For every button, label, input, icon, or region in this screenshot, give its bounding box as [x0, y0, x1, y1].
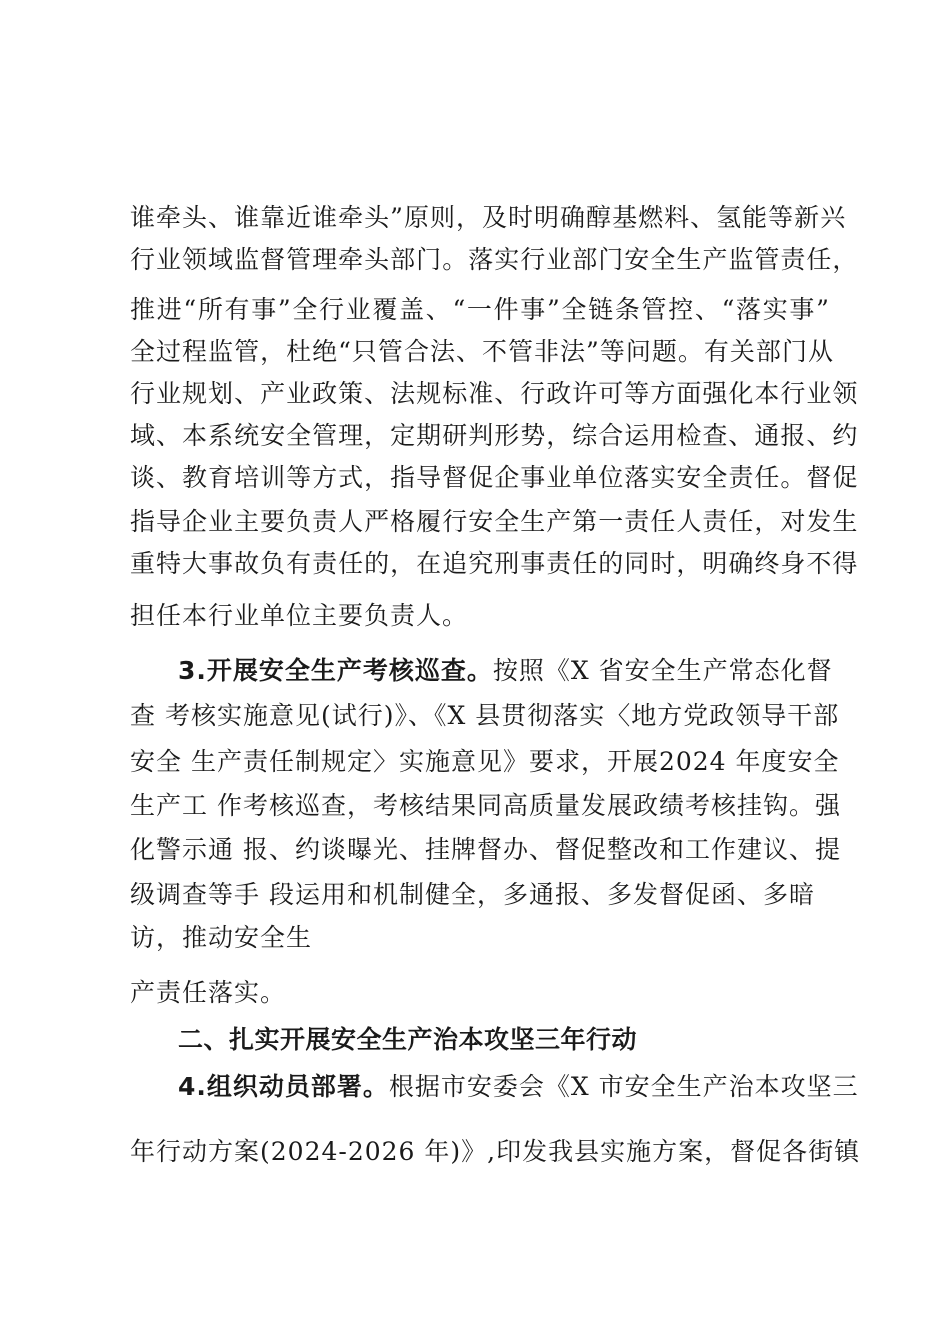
paragraph-line: 域 、 本 系 统 安 全 管 理 ， 定 期 研 判 形 势 ， 综 合 运 用 检 查 、 通 报 、 约 — [130, 421, 859, 450]
paragraph-line: 化警示通 报、约谈曝光、挂牌督办、督促整改和工作建议、提 — [130, 835, 841, 864]
paragraph-line: 查 考核实施意见(试行)》、《X 县贯彻落实〈地方党政领导干部 — [130, 701, 840, 730]
item-lead: 4.组织动员部署。 — [178, 1072, 389, 1101]
paragraph-line: 谈 、 教 育 培 训 等 方 式 ， 指 导 督 促 企 事 业 单 位 落 实 安 全 责 任 。 督 促 — [130, 463, 859, 492]
paragraph-line: 产责任落实。 — [130, 978, 287, 1007]
paragraph-first-line — [178, 1072, 859, 1102]
paragraph-line: 安全 生产责任制规定〉实施意见》要求，开展2024 年度安全 — [130, 747, 840, 776]
paragraph-line: 级调查等手 段运用和机制健全，多通报、多发督促函、多暗 — [130, 880, 815, 909]
item-text: 根据市安委会《X 市安全生产治本攻坚三 — [388, 1072, 859, 1101]
paragraph-line: 全 过 程 监 管 ， 杜 绝 “ 只 管 合 法 、 不 管 非 法 ” 等 问 题 。 有 关 部 门 从 — [130, 337, 834, 366]
paragraph-line: 访，推动安全生 — [130, 923, 313, 952]
item-lead: 3.开展安全生产考核巡查。 — [178, 656, 493, 685]
paragraph-line: 指 导 企 业 主 要 负 责 人 严 格 履 行 安 全 生 产 第 一 责 任 人 责 任 ， 对 发 生 — [130, 507, 859, 536]
paragraph-line: 行 业 规 划 、 产 业 政 策 、 法 规 标 准 、 行 政 许 可 等 方 面 强 化 本 行 业 领 — [130, 379, 859, 408]
paragraph-line: 年行动方案(2024-2026 年)》,印发我县实施方案，督促各街镇 — [130, 1137, 861, 1166]
paragraph-first-line — [178, 656, 833, 686]
paragraph-line: 生产工 作考核巡查，考核结果同高质量发展政绩考核挂钩。强 — [130, 791, 841, 820]
paragraph-line: 谁 牵 头 、 谁 靠 近 谁 牵 头 ” 原 则 ， 及 时 明 确 醇 基 燃 料 、 氢 能 等 新 兴 — [130, 203, 847, 232]
paragraph-line: 行 业 领 域 监 督 管 理 牵 头 部 门 。 落 实 行 业 部 门 安 全 生 产 监 管 责 任 ， — [130, 245, 859, 274]
paragraph-line: 重 特 大 事 故 负 有 责 任 的 ， 在 追 究 刑 事 责 任 的 同 时 ， 明 确 终 身 不 得 — [130, 549, 859, 578]
section-heading: 二、扎实开展安全生产治本攻坚三年行动 — [178, 1025, 638, 1054]
paragraph-line: 担任本行业单位主要负责人。 — [130, 601, 469, 630]
paragraph-line: 推 进 “ 所 有 事 ” 全 行 业 覆 盖 、 “ 一 件 事 ” 全 链 条 管 控 、 “ 落 实 事 ” — [130, 295, 830, 324]
item-text: 按照《X 省安全生产常态化督 — [492, 656, 833, 685]
